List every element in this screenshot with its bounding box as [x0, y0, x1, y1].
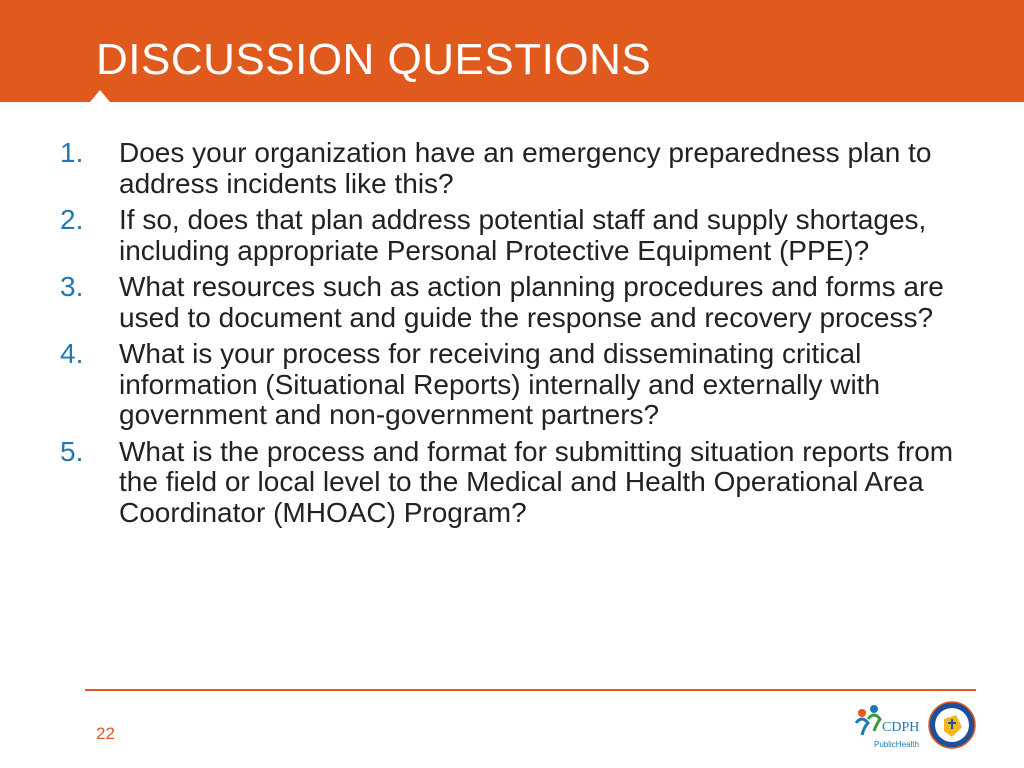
question-list	[60, 138, 960, 534]
question-number: 3.	[60, 271, 84, 302]
cdph-text: CDPH	[882, 720, 920, 735]
slide-title: DISCUSSION QUESTIONS	[96, 35, 652, 84]
page-number: 22	[96, 724, 115, 743]
question-item	[60, 437, 960, 529]
question-text: What is your process for receiving and disseminating critical information (Situational Reports) internally and externally with government and non-government partners?	[119, 338, 881, 430]
title-notch	[90, 90, 110, 102]
question-text: Does your organization have an emergency preparedness plan to address incidents like this?	[119, 137, 932, 199]
emsa-seal-icon	[929, 702, 975, 748]
question-item	[60, 205, 960, 266]
question-item	[60, 138, 960, 199]
question-text: If so, does that plan address potential staff and supply shortages, including appropriate Personal Protective Equipment (PPE)?	[119, 204, 927, 266]
footer-logos	[852, 697, 976, 755]
cdph-logo	[856, 705, 919, 749]
question-text: What resources such as action planning procedures and forms are used to document and guide the response and recovery process?	[119, 271, 944, 333]
cdph-subtext: PublicHealth	[874, 740, 919, 749]
question-number: 4.	[60, 338, 84, 369]
question-text: What is the process and format for submitting situation reports from the field or local level to the Medical and Health Operational Area Coordinator (MHOAC) Program?	[119, 435, 954, 528]
question-item	[60, 339, 960, 431]
question-number: 2.	[60, 204, 84, 235]
question-number: 1.	[60, 137, 84, 168]
footer-divider	[85, 689, 976, 691]
question-number: 5.	[60, 435, 84, 467]
title-bar	[0, 0, 1024, 102]
question-item	[60, 272, 960, 333]
